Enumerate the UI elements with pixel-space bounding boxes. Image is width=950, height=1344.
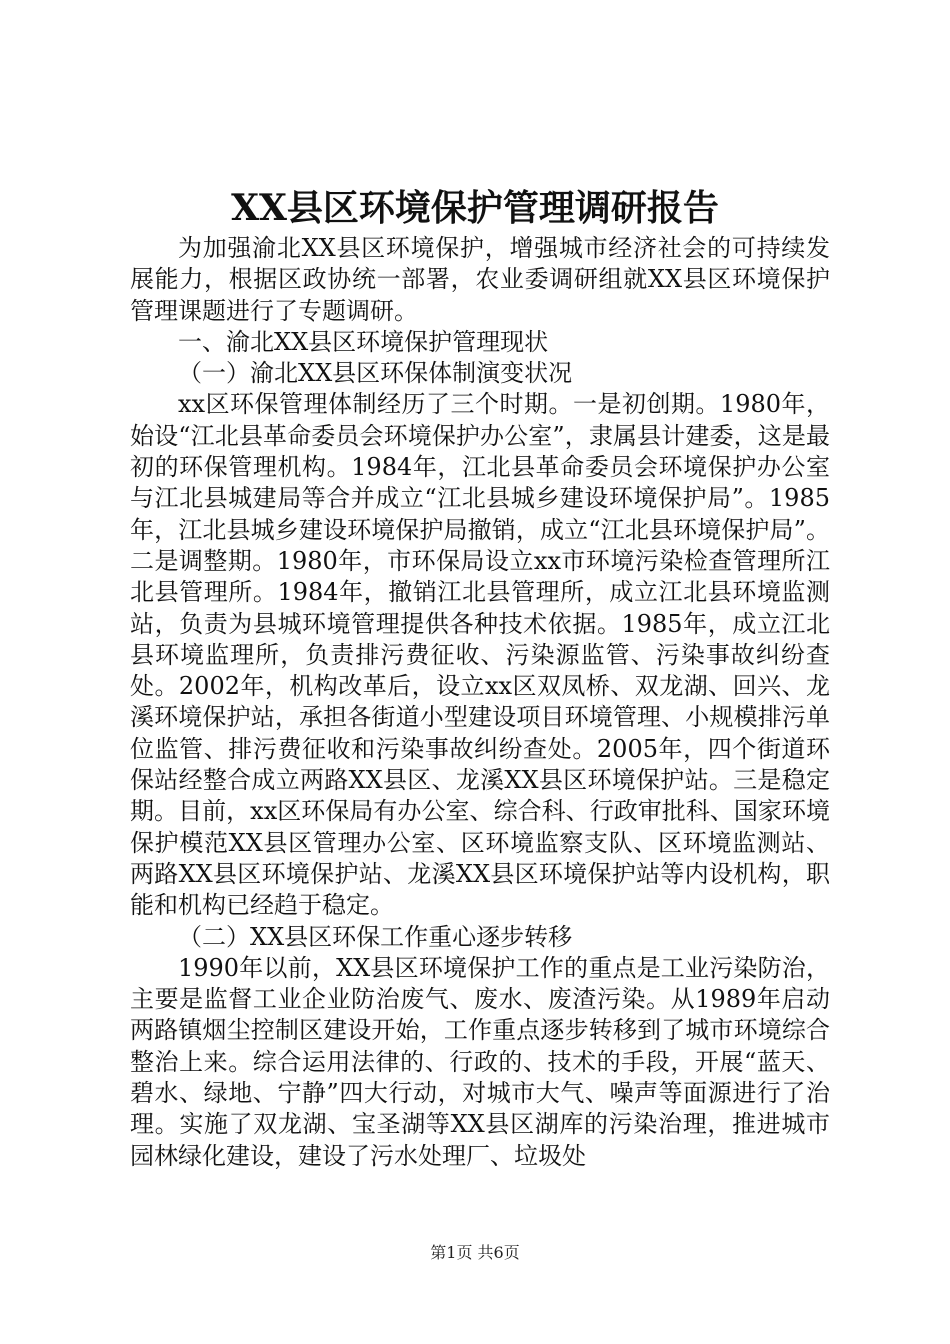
page-number-footer: 第1页 共6页 xyxy=(430,1243,520,1262)
body-paragraph-focus-shift: 1990年以前，XX县区环境保护工作的重点是工业污染防治，主要是监督工业企业防治废气、废水、废渣污染。从1989年启动两路镇烟尘控制区建设开始，工作重点逐步转移到了城市环境综合整治上来。综合运用法律的、行政的、技术的手段，开展“蓝天、碧水、绿地、宁静”四大行动，对城市大气、噪声等面源进行了治理。实施了双龙湖、宝圣湖等XX县区湖库的污染治理，推进城市园林绿化建设，建设了污水处理厂、垃圾处 xyxy=(130,953,830,1170)
section-heading-1: 一、渝北XX县区环境保护管理现状 xyxy=(178,327,549,356)
subsection-heading-2: （二）XX县区环保工作重心逐步转移 xyxy=(178,922,573,951)
document-body xyxy=(130,233,830,1172)
body-paragraph-history: xx区环保管理体制经历了三个时期。一是初创期。1980年，始设“江北县革命委员会环境保护办公室”，隶属县计建委，这是最初的环保管理机构。1984年，江北县革命委员会环境保护办公室与江北县城建局等合并成立“江北县城乡建设环境保护局”。1985年，江北县城乡建设环境保护局撤销，成立“江北县环境保护局”。二是调整期。1980年，市环保局设立xx市环境污染检查管理所江北县管理所。1984年，撤销江北县管理所，成立江北县环境监测站，负责为县城环境管理提供各种技术依据。1985年，成立江北县环境监理所，负责排污费征收、污染源监管、污染事故纠纷查处。2002年，机构改革后，设立xx区双凤桥、双龙湖、回兴、龙溪环境保护站，承担各街道小型建设项目环境管理、小规模排污单位监管、排污费征收和污染事故纠纷查处。2005年，四个街道环保站经整合成立两路XX县区、龙溪XX县区环境保护站。三是稳定期。目前，xx区环保局有办公室、综合科、行政审批科、国家环境保护模范XX县区管理办公室、区环境监察支队、区环境监测站、两路XX县区环境保护站、龙溪XX县区环境保护站等内设机构，职能和机构已经趋于稳定。 xyxy=(130,390,830,920)
subsection-heading-1: （一）渝北XX县区环保体制演变状况 xyxy=(178,359,573,388)
intro-paragraph: 为加强渝北XX县区环境保护，增强城市经济社会的可持续发展能力，根据区政协统一部署，农业委调研组就XX县区环境保护管理课题进行了专题调研。 xyxy=(130,234,830,325)
document-title: XX县区环境保护管理调研报告 xyxy=(231,187,719,229)
